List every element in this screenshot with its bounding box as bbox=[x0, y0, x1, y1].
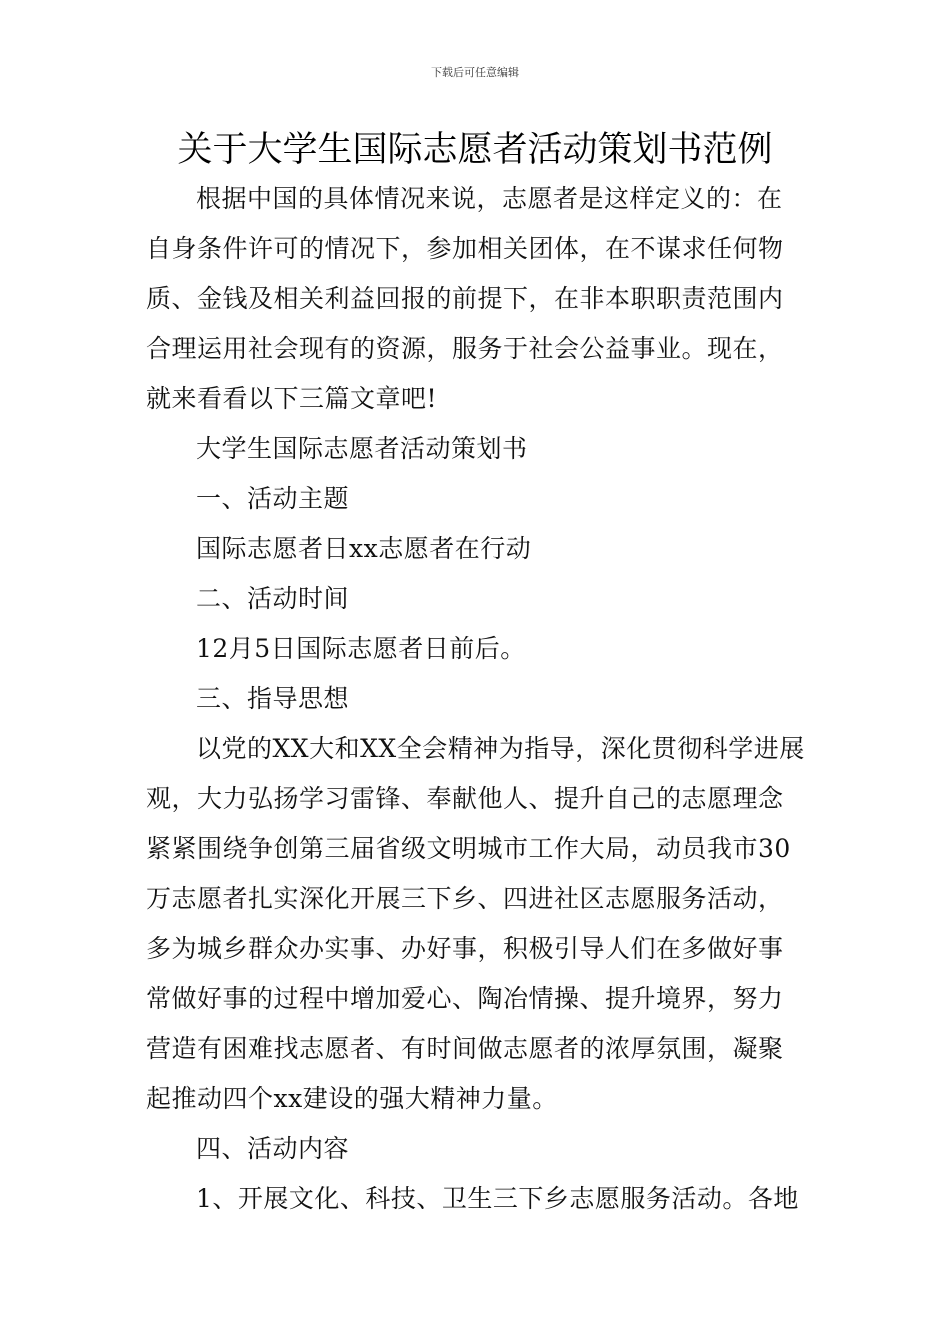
section-heading-content: 四、活动内容 bbox=[196, 1134, 350, 1163]
document-body bbox=[146, 174, 806, 1224]
section-heading-time: 二、活动时间 bbox=[196, 584, 350, 613]
subtitle-paragraph: 大学生国际志愿者活动策划书 bbox=[196, 434, 528, 463]
guiding-paragraph: 以党的XX大和XX全会精神为指导，深化贯彻科学进展观，大力弘扬学习雷锋、奉献他人、提升自己的志愿理念紧紧围绕争创第三届省级文明城市工作大局，动员我市30万志愿者扎实深化开展三下乡、四进社区志愿服务活动，多为城乡群众办实事、办好事，积极引导人们在多做好事常做好事的过程中增加爱心、陶冶情操、提升境界，努力营造有困难找志愿者、有时间做志愿者的浓厚氛围，凝聚起推动四个xx建设的强大精神力量。 bbox=[146, 734, 805, 1113]
section-heading-guiding: 三、指导思想 bbox=[196, 684, 350, 713]
section-heading-theme: 一、活动主题 bbox=[196, 484, 350, 513]
document-title: 关于大学生国际志愿者活动策划书范例 bbox=[177, 130, 773, 170]
theme-paragraph: 国际志愿者日xx志愿者在行动 bbox=[196, 534, 532, 563]
time-paragraph: 12月5日国际志愿者日前后。 bbox=[196, 634, 526, 663]
header-note: 下载后可任意编辑 bbox=[431, 66, 519, 79]
intro-paragraph: 根据中国的具体情况来说，志愿者是这样定义的：在自身条件许可的情况下，参加相关团体，在不谋求任何物质、金钱及相关利益回报的前提下，在非本职职责范围内合理运用社会现有的资源，服务于社会公益事业。现在，就来看看以下三篇文章吧! bbox=[146, 184, 784, 413]
content-paragraph: 1、开展文化、科技、卫生三下乡志愿服务活动。各地 bbox=[196, 1184, 799, 1213]
